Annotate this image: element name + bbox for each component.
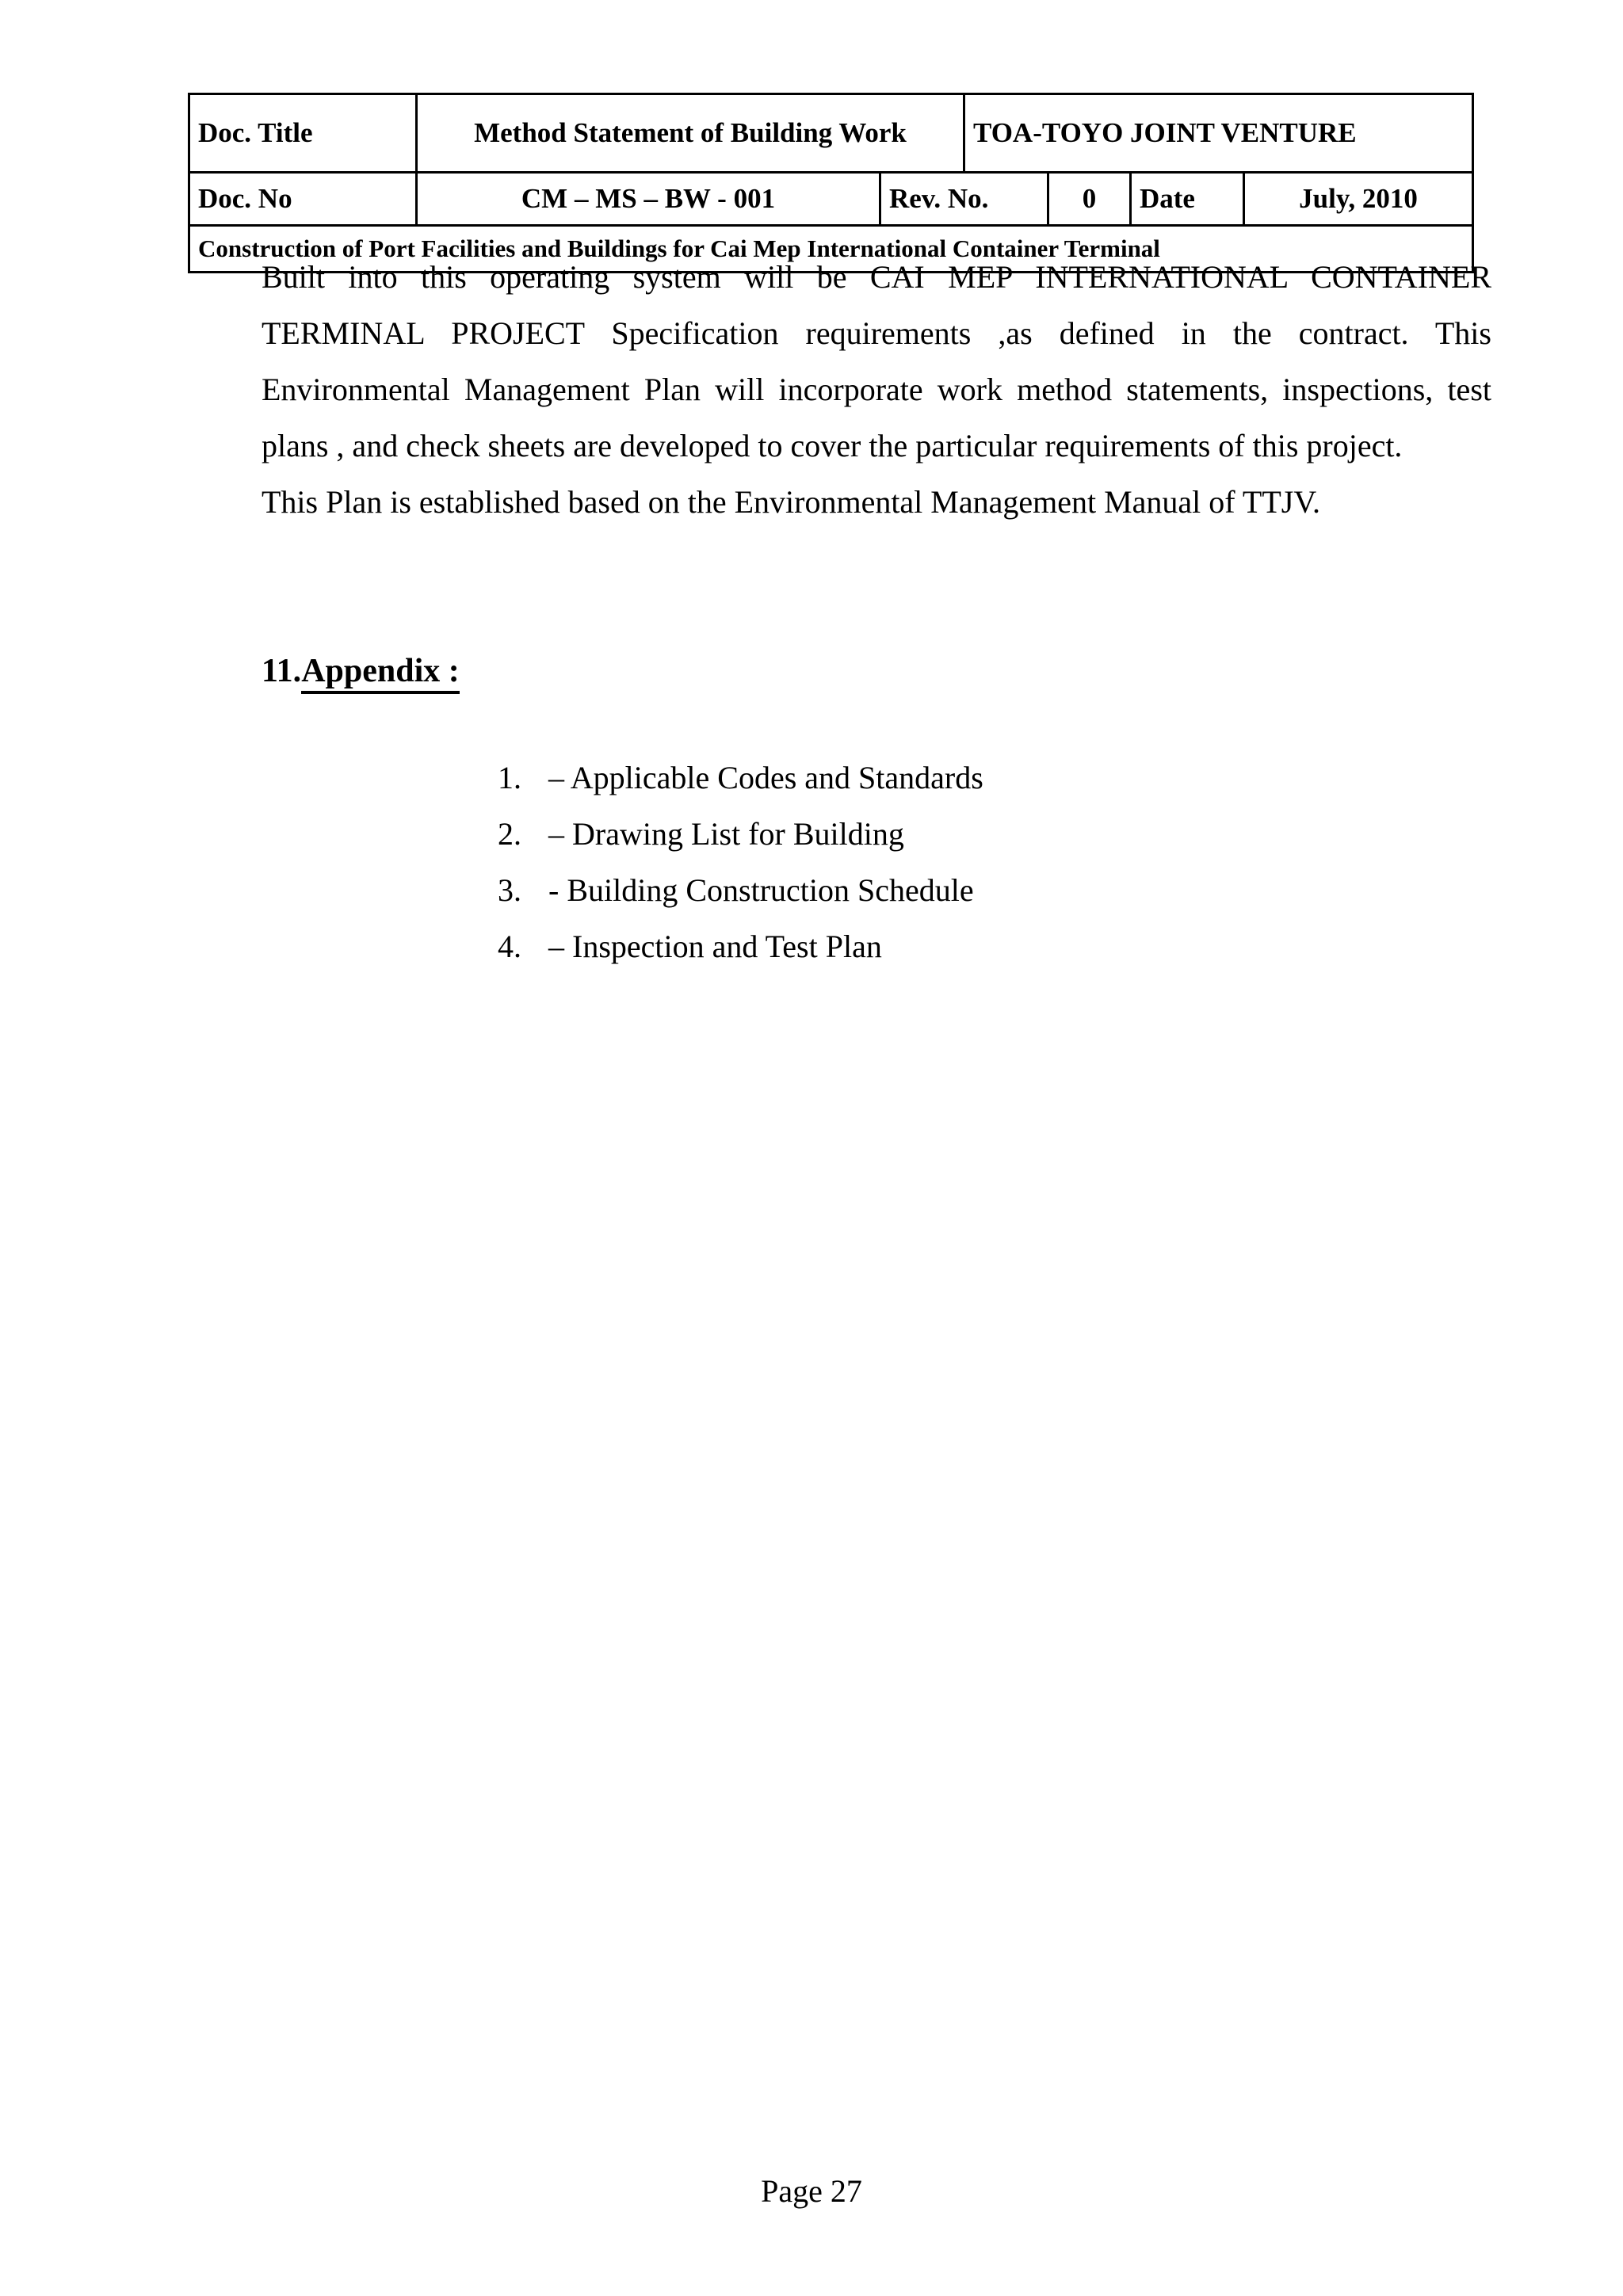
rev-no-label: Rev. No. — [880, 173, 1048, 226]
list-item — [498, 918, 983, 974]
doc-title-label: Doc. Title — [189, 94, 417, 173]
list-item — [498, 806, 983, 862]
page-number: Page 27 — [761, 2173, 862, 2209]
list-item-number: 1. — [498, 760, 521, 795]
company-name: TOA-TOYO JOINT VENTURE — [964, 94, 1473, 173]
list-item — [498, 862, 983, 918]
rev-no-value: 0 — [1048, 173, 1131, 226]
document-header-table — [188, 93, 1474, 273]
paragraph-2: This Plan is established based on the Environmental Management Manual of TTJV. — [262, 484, 1321, 520]
list-item-number: 4. — [498, 929, 521, 964]
body-text-block — [262, 249, 1491, 530]
list-item-number: 2. — [498, 816, 521, 852]
doc-no-value: CM – MS – BW - 001 — [417, 173, 880, 226]
doc-no-label: Doc. No — [189, 173, 417, 226]
list-item — [498, 749, 983, 806]
paragraph-1: Built into this operating system will be CAI MEP INTERNATIONAL CONTAINER TERMINAL PROJECT Specification requirements ,as defined in the contract. This Environmental Management Plan will incorporate work method statements, inspections, test plans , and check sheets are developed to cover the particular requirements of this project. — [262, 259, 1491, 463]
list-item-text: – Applicable Codes and Standards — [548, 760, 983, 795]
appendix-list — [498, 749, 983, 974]
date-label: Date — [1131, 173, 1244, 226]
project-title-line: Construction of Port Facilities and Buildings for Cai Mep International Container Terminal — [189, 226, 1473, 273]
appendix-heading-text: Appendix : — [301, 653, 460, 694]
list-item-text: – Inspection and Test Plan — [548, 929, 882, 964]
date-value: July, 2010 — [1244, 173, 1473, 226]
list-item-number: 3. — [498, 872, 521, 908]
appendix-heading — [262, 651, 460, 691]
list-item-text: - Building Construction Schedule — [548, 872, 974, 908]
list-item-text: – Drawing List for Building — [548, 816, 904, 852]
appendix-heading-number: 11. — [262, 653, 302, 689]
doc-title-value: Method Statement of Building Work — [417, 94, 964, 173]
